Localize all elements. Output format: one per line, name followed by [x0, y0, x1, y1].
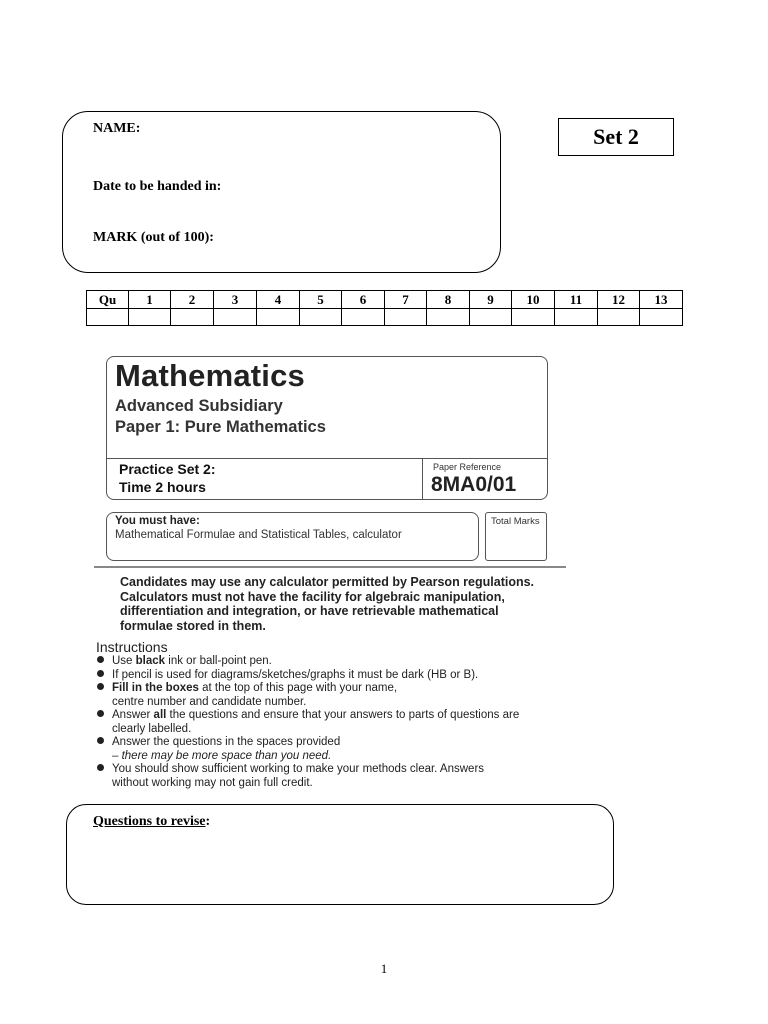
table-header-cell: 10 [512, 291, 555, 309]
paper-reference-label: Paper Reference [433, 462, 502, 472]
bullet-icon [97, 670, 104, 677]
instructions-title: Instructions [96, 639, 168, 655]
cover-vertical-divider [422, 459, 423, 499]
table-cell [427, 309, 470, 326]
page-number: 1 [380, 961, 388, 976]
instruction-continuation: without working may not gain full credit. [112, 776, 313, 789]
bullet-icon [97, 656, 104, 663]
table-cell [555, 309, 598, 326]
table-cell [171, 309, 214, 326]
cover-divider [107, 458, 547, 459]
table-cell [214, 309, 257, 326]
instruction-item: Answer all the questions and ensure that your answers to parts of questions are [97, 709, 557, 723]
instruction-item: Answer the questions in the spaces provided [97, 736, 557, 750]
set-label-box [558, 118, 674, 156]
table-header-cell: 6 [342, 291, 385, 309]
table-cell [342, 309, 385, 326]
instruction-item: You should show sufficient working to make your methods clear. Answers [97, 763, 557, 777]
table-header-cell: 4 [257, 291, 300, 309]
table-header-cell: 3 [214, 291, 257, 309]
table-header-row [87, 291, 683, 309]
table-header-cell: 2 [171, 291, 214, 309]
instruction-continuation: – there may be more space than you need. [112, 749, 332, 762]
set-label: Set 2 [593, 124, 639, 149]
instruction-item: If pencil is used for diagrams/sketches/graphs it must be dark (HB or B). [97, 669, 557, 683]
table-cell [470, 309, 512, 326]
table-header-cell: 12 [598, 291, 640, 309]
instructions-list [97, 655, 557, 790]
must-have-label: You must have: [115, 515, 200, 527]
instruction-continuation: centre number and candidate number. [112, 695, 307, 708]
table-header-cell: Qu [87, 291, 129, 309]
calculator-line: Calculators must not have the facility for algebraic manipulation, [120, 589, 505, 604]
table-header-cell: 7 [385, 291, 427, 309]
paper-subtitle: Paper 1: Pure Mathematics [115, 418, 326, 436]
section-rule [94, 566, 566, 568]
date-handed-in-label: Date to be handed in: [93, 179, 222, 194]
table-cell [87, 309, 129, 326]
instruction-item: Use black ink or ball-point pen. [97, 655, 557, 669]
level-subtitle: Advanced Subsidiary [115, 397, 283, 415]
calculator-notice [120, 575, 534, 633]
instruction-item: Fill in the boxes at the top of this page with your name, [97, 682, 557, 696]
calculator-line: Candidates may use any calculator permitted by Pearson regulations. [120, 575, 535, 589]
table-header-cell: 11 [555, 291, 598, 309]
instruction-continuation: clearly labelled. [112, 722, 192, 735]
table-cell [598, 309, 640, 326]
table-cell [257, 309, 300, 326]
calculator-line: differentiation and integration, or have retrievable mathematical [120, 604, 499, 618]
bullet-icon [97, 710, 104, 717]
bullet-icon [97, 737, 104, 744]
practice-set-label: Practice Set 2: [119, 461, 216, 477]
mark-label: MARK (out of 100): [93, 230, 214, 245]
must-have-text: Mathematical Formulae and Statistical Tables, calculator [115, 529, 402, 541]
bullet-icon [97, 683, 104, 690]
questions-to-revise-label: Questions to revise: [93, 814, 211, 829]
bullet-icon [97, 764, 104, 771]
table-header-cell: 1 [129, 291, 171, 309]
table-header-cell: 8 [427, 291, 470, 309]
subject-title: Mathematics [115, 358, 305, 393]
total-marks-label: Total Marks [491, 516, 540, 527]
table-cell [300, 309, 342, 326]
table-row [87, 309, 683, 326]
table-cell [512, 309, 555, 326]
table-cell [129, 309, 171, 326]
table-cell [385, 309, 427, 326]
table-header-cell: 5 [300, 291, 342, 309]
table-header-cell: 9 [470, 291, 512, 309]
calculator-line: formulae stored in them. [120, 618, 266, 633]
time-label: Time 2 hours [119, 479, 206, 495]
table-header-cell: 13 [640, 291, 683, 309]
question-marks-table [86, 290, 683, 326]
name-label: NAME: [93, 121, 141, 136]
paper-reference-code: 8MA0/01 [431, 473, 517, 496]
table-cell [640, 309, 683, 326]
